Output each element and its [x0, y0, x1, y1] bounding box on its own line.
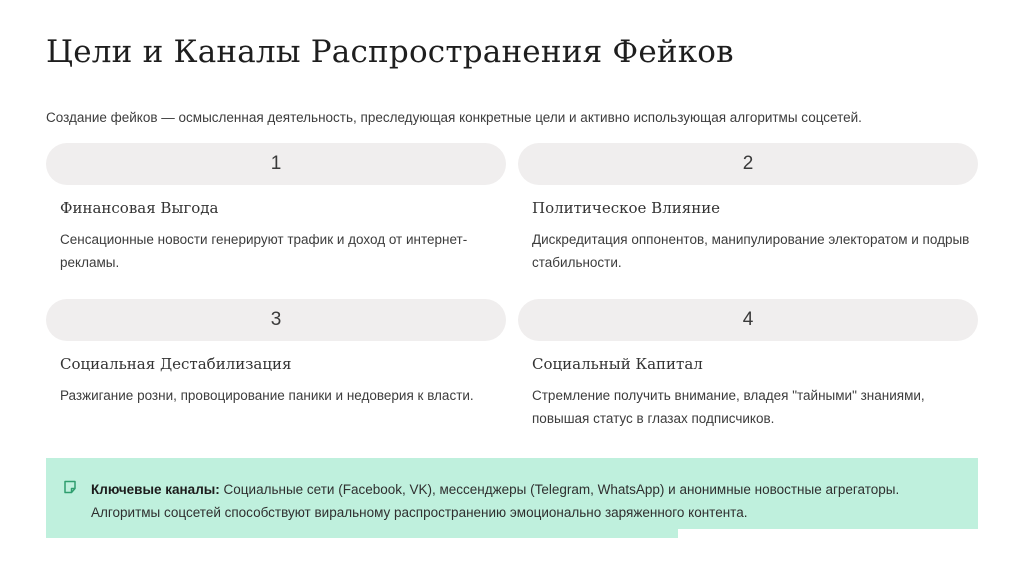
goal-number-badge: 4 — [518, 299, 978, 341]
goal-number-badge: 3 — [46, 299, 506, 341]
goal-card-political — [518, 143, 978, 274]
callout-label: Ключевые каналы: — [91, 482, 220, 497]
note-icon — [63, 480, 77, 494]
goal-card-financial — [46, 143, 506, 274]
goal-number-badge: 2 — [518, 143, 978, 185]
goal-number-badge: 1 — [46, 143, 506, 185]
goal-title: Политическое Влияние — [532, 199, 721, 217]
goal-card-social-capital — [518, 299, 978, 430]
goal-card-social-destabilization — [46, 299, 506, 407]
goal-title: Социальный Капитал — [532, 355, 703, 373]
goal-description: Дискредитация оппонентов, манипулирование электоратом и подрыв стабильности. — [532, 232, 970, 270]
goal-title: Социальная Дестабилизация — [60, 355, 292, 373]
slide-title: Цели и Каналы Распространения Фейков — [46, 34, 734, 70]
goal-description: Стремление получить внимание, владея "тайными" знаниями, повышая статус в глазах подписчиков. — [532, 388, 925, 426]
key-channels-callout — [46, 458, 978, 529]
callout-text: Социальные сети (Facebook, VK), мессенджеры (Telegram, WhatsApp) и анонимные новостные агрегаторы. Алгоритмы соцсетей способствуют виральному распространению эмоционально заряженного контента. — [91, 482, 900, 520]
slide-subtitle: Создание фейков — осмысленная деятельность, преследующая конкретные цели и активно использующая алгоритмы соцсетей. — [46, 110, 862, 125]
goal-title: Финансовая Выгода — [60, 199, 219, 217]
callout-underline — [46, 529, 678, 538]
goal-description: Разжигание розни, провоцирование паники и недоверия к власти. — [60, 388, 474, 403]
goal-description: Сенсационные новости генерируют трафик и доход от интернет-рекламы. — [60, 232, 468, 270]
